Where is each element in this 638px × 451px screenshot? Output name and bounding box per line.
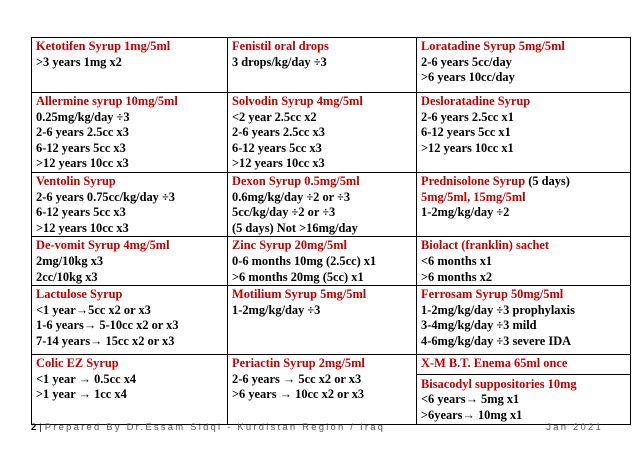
drug-name: Colic EZ Syrup — [36, 356, 119, 371]
dose-line: >6 months x2 — [421, 269, 493, 284]
drug-name: Ferrosam Syrup 50mg/5ml — [421, 287, 564, 302]
drug-name-text: Prednisolone Syrup — [421, 173, 526, 188]
table-cell — [32, 355, 228, 425]
drug-name: Motilium Syrup 5mg/5ml — [232, 287, 367, 302]
dose-line: 2cc/10kg x3 — [36, 269, 98, 284]
dose-line: <6 years→ 5mg x1 — [421, 392, 520, 407]
dose-line: 3 drops/kg/day ÷3 — [232, 54, 327, 69]
drug-name: Solvodin Syrup 4mg/5ml — [232, 94, 363, 108]
dose-line: >6 years 10cc/day — [421, 70, 515, 85]
dose-line: >6years→ 10mg x1 — [421, 407, 523, 422]
drug-name: Fenistil oral drops — [232, 39, 329, 53]
dose-line: 1-2mg/kg/day ÷3 prophylaxis — [421, 302, 575, 317]
dose-line: >6 months 20mg (5cc) x1 — [232, 269, 364, 284]
footer-separator: | — [39, 422, 42, 433]
drug-name: Ketotifen Syrup 1mg/5ml — [36, 39, 171, 53]
drug-name: Loratadine Syrup 5mg/5ml — [421, 39, 565, 53]
dose-line: 2-6 years → 5cc x2 or x3 — [232, 371, 362, 386]
table-cell — [228, 355, 417, 425]
dose-line: 7-14 years→ 15cc x2 or x3 — [36, 333, 175, 348]
table-cell — [228, 38, 417, 93]
dose-line: >12 years 10cc x3 — [36, 156, 129, 171]
table-cell — [417, 355, 631, 425]
dose-line: 2mg/10kg x3 — [36, 253, 104, 268]
table-row — [32, 355, 631, 425]
drug-name: Lactulose Syrup — [36, 287, 123, 302]
dose-line: 6-12 years 5cc x3 — [232, 140, 322, 155]
footer-author: Prepared By Dr.Essam Sidqi - Kurdistan Region / Iraq — [44, 422, 386, 433]
table-cell — [228, 172, 417, 236]
dose-line: >1 year → 1cc x4 — [36, 387, 127, 402]
drug-name: Zinc Syrup 20mg/5ml — [232, 238, 347, 253]
dose-line: 2-6 years 2.5cc x3 — [232, 125, 325, 140]
table-cell — [32, 237, 228, 286]
table-row — [32, 93, 631, 173]
table-row — [32, 38, 631, 93]
table-row — [32, 286, 631, 355]
table-cell — [32, 38, 228, 93]
drug-strength: 5mg/5ml, 15mg/5ml — [421, 189, 526, 204]
table-cell — [417, 38, 631, 93]
split-subcell — [417, 374, 630, 424]
dose-line: 2-6 years 5cc/day — [421, 54, 512, 69]
drug-name: Bisacodyl suppositories 10mg — [421, 376, 577, 391]
dose-line: 6-12 years 5cc x3 — [36, 140, 126, 155]
dose-line: 2-6 years 0.75cc/kg/day ÷3 — [36, 189, 175, 204]
drug-name: Allermine syrup 10mg/5ml — [36, 94, 178, 108]
table-cell — [228, 286, 417, 355]
table-cell — [32, 93, 228, 173]
course-duration: (5 days) — [525, 173, 570, 188]
dose-line: 1-6 years→ 5-10cc x2 or x3 — [36, 318, 179, 333]
drug-name: Ventolin Syrup — [36, 173, 116, 188]
dose-line: >3 years 1mg x2 — [36, 54, 122, 69]
dose-line: 6-12 years 5cc x3 — [36, 205, 126, 220]
dose-line: <1 year → 0.5cc x4 — [36, 371, 137, 386]
table-row — [32, 237, 631, 286]
dose-line: >6 years → 10cc x2 or x3 — [232, 387, 365, 402]
table-cell — [32, 172, 228, 236]
drug-name — [421, 174, 626, 190]
drug-name: Dexon Syrup 0.5mg/5ml — [232, 173, 360, 188]
dose-line: >12 years 10cc x1 — [421, 140, 514, 155]
dose-line: >12 years 10cc x3 — [232, 156, 325, 171]
footer-left — [31, 422, 385, 433]
page-footer — [31, 422, 603, 436]
dose-line: 0.6mg/kg/day ÷2 or ÷3 — [232, 189, 351, 204]
dose-line: 4-6mg/kg/day ÷3 severe IDA — [421, 333, 572, 348]
drug-name: X-M B.T. Enema 65ml once — [421, 356, 568, 371]
drug-name: Biolact (franklin) sachet — [421, 238, 550, 253]
page-number: 2 — [31, 422, 37, 433]
dose-line: 2-6 years 2.5cc x3 — [36, 125, 129, 140]
table-cell — [417, 93, 631, 173]
dose-line: 0.25mg/kg/day ÷3 — [36, 109, 130, 124]
footer-date: Jan 2021 — [546, 422, 603, 433]
dose-line: (5 days) Not >16mg/day — [232, 220, 358, 235]
drug-name: De-vomit Syrup 4mg/5ml — [36, 238, 170, 253]
dose-line: <2 year 2.5cc x2 — [232, 109, 317, 124]
table-cell — [32, 286, 228, 355]
table-cell — [417, 237, 631, 286]
dose-line: 1-2mg/kg/day ÷2 — [421, 205, 510, 220]
dose-line: <1 year→5cc x2 or x3 — [36, 302, 151, 317]
drug-name: Desloratadine Syrup — [421, 94, 531, 108]
table-cell — [417, 172, 631, 236]
table-cell — [228, 237, 417, 286]
dose-line: 0-6 months 10mg (2.5cc) x1 — [232, 253, 377, 268]
dose-line: 5cc/kg/day ÷2 or ÷3 — [232, 205, 336, 220]
dose-line: <6 months x1 — [421, 253, 493, 268]
table-row — [32, 172, 631, 236]
dose-line: 6-12 years 5cc x1 — [421, 125, 511, 140]
syrup-dosing-table — [31, 37, 631, 425]
table-cell — [228, 93, 417, 173]
dose-line: 1-2mg/kg/day ÷3 — [232, 302, 321, 317]
dose-line: 2-6 years 2.5cc x1 — [421, 109, 514, 124]
table-cell — [417, 286, 631, 355]
drug-name: Periactin Syrup 2mg/5ml — [232, 356, 365, 371]
dose-line: >12 years 10cc x3 — [36, 220, 129, 235]
dose-line: 3-4mg/kg/day ÷3 mild — [421, 318, 537, 333]
